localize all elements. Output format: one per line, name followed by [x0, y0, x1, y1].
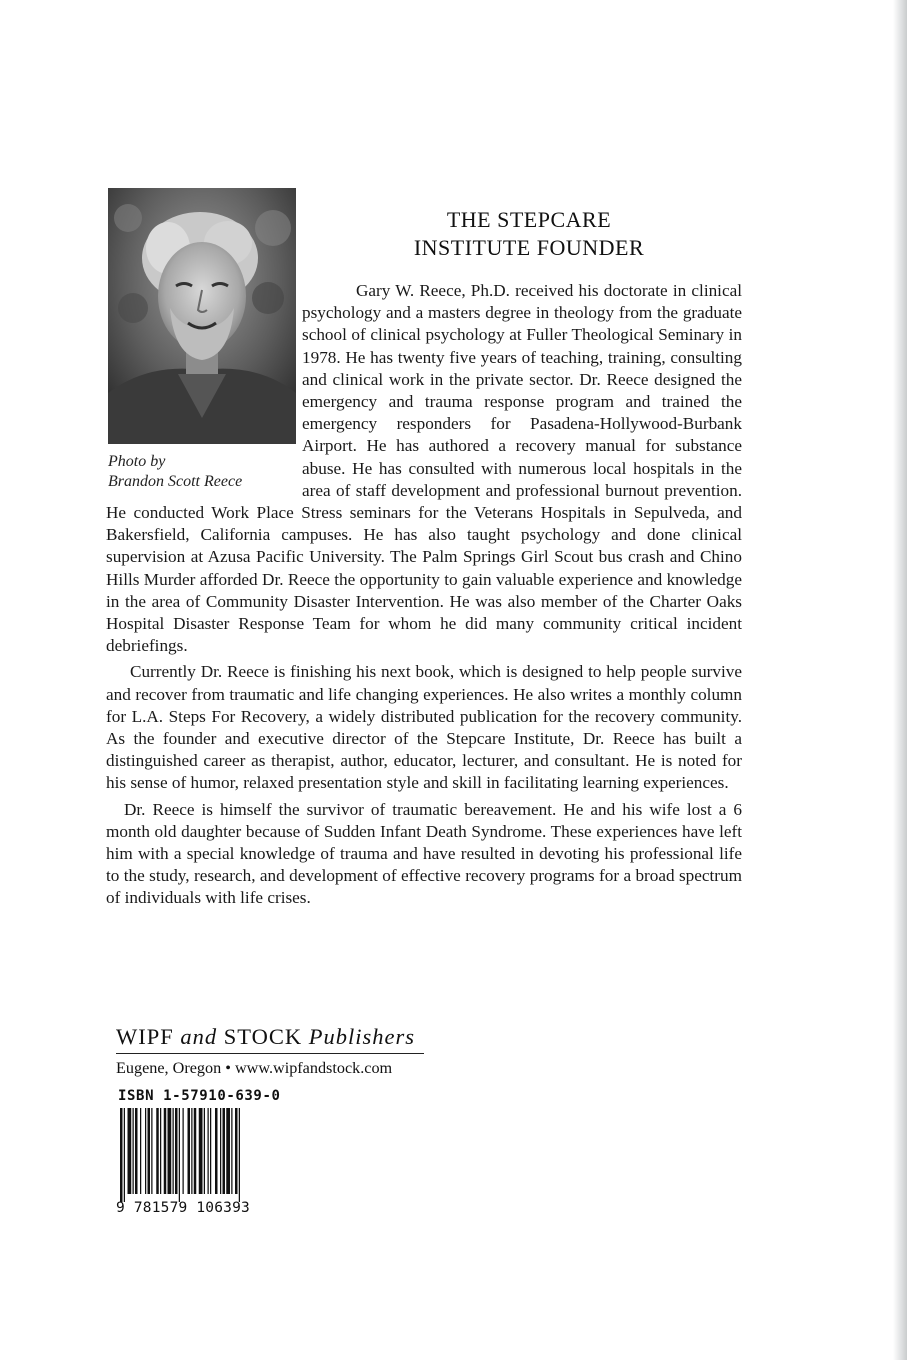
page-edge-shadow	[893, 0, 907, 1360]
barcode-bar	[160, 1108, 161, 1194]
barcode-bar	[220, 1108, 221, 1194]
barcode-bar	[179, 1108, 180, 1202]
barcode-bar	[133, 1108, 134, 1194]
barcode-bar	[231, 1108, 232, 1194]
bio-paragraph-2: Currently Dr. Reece is finishing his next book, which is designed to help people survive and recover from traumatic and life changing experiences. He also writes a monthly column for L.A. Steps For Recovery, a widely distributed publication for the recovery community. As the founder and executive director of the Stepcare Institute, Dr. Reece has built a distinguished career as therapist, author, educator, lecturer, and consultant. He is noted for his sense of humor, relaxed presentation style and skill in facilitating learning experiences.	[106, 662, 742, 793]
photo-credit-line-2: Brandon Scott Reece	[108, 473, 243, 490]
barcode-bar	[128, 1108, 132, 1194]
bio-paragraph-1: Gary W. Reece, Ph.D. received his doctorate in clinical psychology and a masters degree in theology from the graduate school of clinical psychology at Fuller Theological Seminary in 1978. He has twenty five years of teaching, training, consulting and clinical work in the private sector. Dr. Reece designed the emergency and trauma response program and trained the emergency responders for Pasadena-Hollywood-Burbank Airport. He has authored a recovery manual for substance abuse. He has consulted with numerous local hospitals in the area of staff development and professional burnout prevention. He conducted Work Place Stress seminars for the Veterans Hospitals in Sepulveda, and Bakersfield, California campuses. He has also taught psychology and done clinical supervision at Azusa Pacific University. The Palm Springs Girl Scout bus crash and Chino Hills Murder afforded Dr. Reece the opportunity to gain valuable experience and knowledge in the area of Community Disaster Intervention. He was also member of the Charter Oaks Hospital Disaster Response Team for whom he did many community critical incident debriefings.	[106, 281, 742, 656]
barcode-bars-icon	[116, 1108, 286, 1202]
barcode-bar	[210, 1108, 211, 1194]
barcode-bar	[168, 1108, 172, 1194]
heading-line-1: THE STEPCARE	[446, 207, 612, 232]
barcode-bar	[183, 1108, 184, 1194]
barcode-bar	[173, 1108, 174, 1194]
barcode-bar	[135, 1108, 138, 1194]
barcode-bar	[164, 1108, 167, 1194]
ean-digits: 9 781579 106393	[116, 1200, 250, 1216]
isbn-barcode	[116, 1088, 286, 1220]
isbn-text: ISBN 1-57910-639-0	[118, 1088, 281, 1104]
photo-credit-line-1: Photo by	[108, 453, 166, 470]
barcode-bar	[208, 1108, 209, 1194]
barcode-bar	[175, 1108, 178, 1194]
publisher-name-stock: STOCK	[223, 1024, 303, 1049]
publisher-name-and: and	[180, 1024, 218, 1049]
barcode-bar	[148, 1108, 151, 1194]
barcode-bar	[215, 1108, 218, 1194]
publisher-location: Eugene, Oregon • www.wipfandstock.com	[116, 1059, 393, 1077]
barcode-bar	[235, 1108, 238, 1194]
barcode-bar	[194, 1108, 197, 1194]
barcode-bar	[199, 1108, 203, 1194]
barcode-bar	[226, 1108, 230, 1194]
barcode-bar	[188, 1108, 191, 1194]
publisher-block	[116, 1024, 424, 1078]
bio-paragraph-3: Dr. Reece is himself the survivor of traumatic bereavement. He and his wife lost a 6 month old daughter because of Sudden Infant Death Syndrome. These experiences have left him with a special knowledge of trauma and have resulted in devoting his professional life to the study, research, and development of effective recovery programs for a broad spectrum of individuals with life crises.	[106, 799, 742, 908]
photo-wrap-spacer	[106, 280, 302, 490]
publisher-name-wipf: WIPF	[116, 1024, 174, 1049]
barcode-bar	[223, 1108, 226, 1194]
publisher-name	[116, 1024, 424, 1054]
barcode-bar	[239, 1108, 240, 1202]
publisher-name-publishers: Publishers	[308, 1024, 416, 1049]
section-heading	[300, 206, 758, 262]
barcode-bar	[156, 1108, 159, 1194]
author-biography	[106, 280, 742, 910]
barcode-bar	[120, 1108, 123, 1202]
barcode-bar	[145, 1108, 146, 1194]
barcode-bar	[140, 1108, 141, 1194]
barcode-bar	[191, 1108, 192, 1194]
barcode-bar	[204, 1108, 205, 1194]
barcode-bar	[124, 1108, 125, 1202]
heading-line-2: INSTITUTE FOUNDER	[413, 235, 645, 260]
barcode-bar	[151, 1108, 152, 1194]
